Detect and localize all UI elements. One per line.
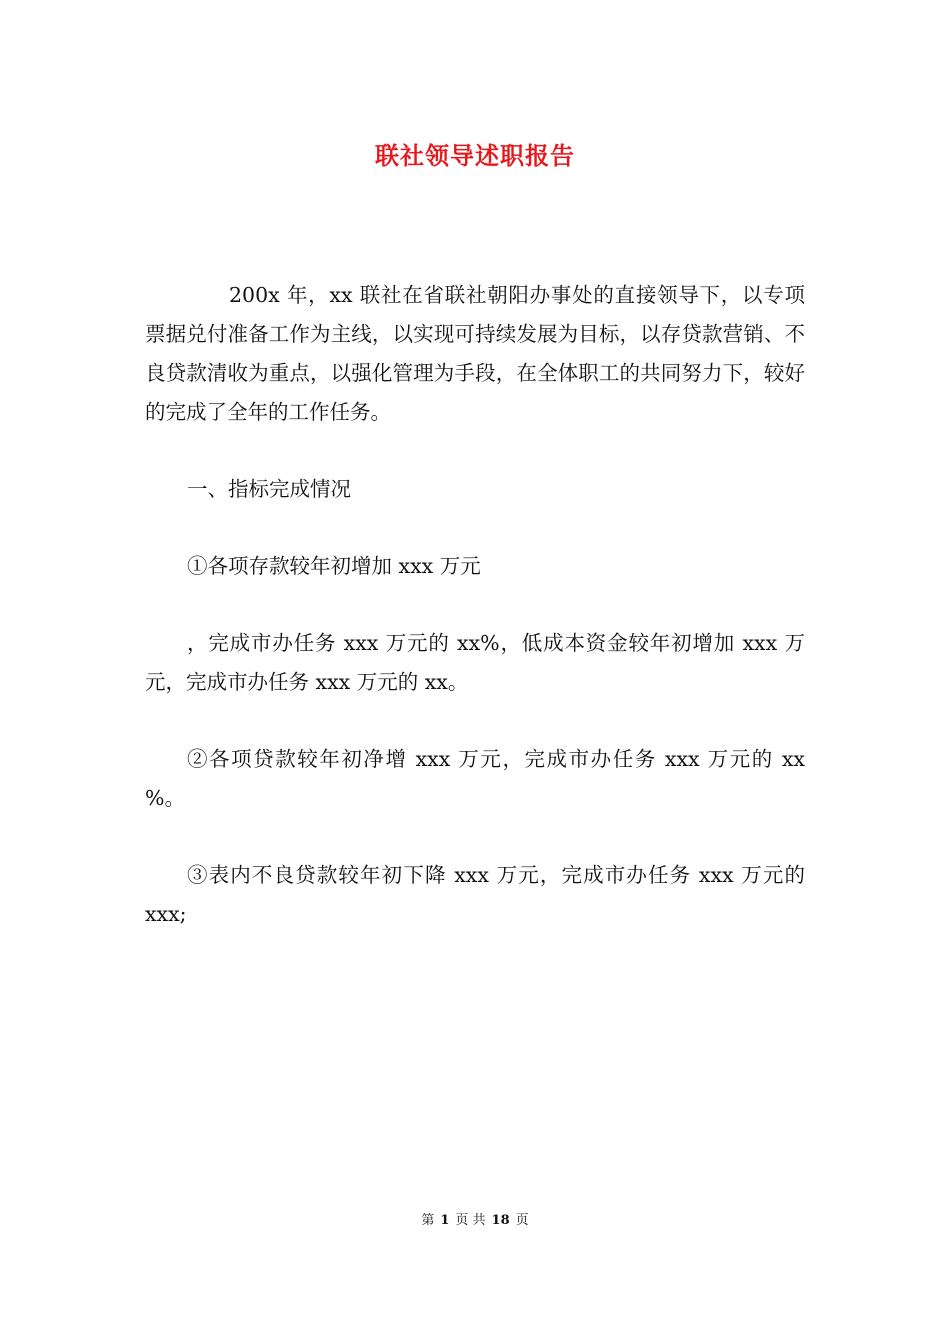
- section-heading: 一、指标完成情况: [187, 477, 351, 501]
- page-footer: [0, 1209, 950, 1228]
- indicator-item-3: ③表内不良贷款较年初下降 xxx 万元，完成市办任务 xxx 万元的 xxx;: [145, 863, 805, 926]
- page-current: 1: [440, 1213, 450, 1228]
- page-suffix: 页: [515, 1213, 529, 1228]
- indicator-item-1-detail: ，完成市办任务 xxx 万元的 xx%，低成本资金较年初增加 xxx 万元，完成市办任务 xxx 万元的 xx。: [145, 631, 805, 694]
- document-title: 联社领导述职报告: [375, 141, 575, 170]
- indicator-item-2: ②各项贷款较年初净增 xxx 万元，完成市办任务 xxx 万元的 xx %。: [145, 747, 805, 810]
- page-total: 18: [491, 1213, 510, 1228]
- page-prefix: 第: [421, 1213, 435, 1228]
- document-body: [145, 276, 805, 972]
- intro-paragraph: 200x 年，xx 联社在省联社朝阳办事处的直接领导下，以专项票据兑付准备工作为主线，以实现可持续发展为目标，以存贷款营销、不良贷款清收为重点，以强化管理为手段，在全体职工的共同努力下，较好的完成了全年的工作任务。: [145, 283, 805, 424]
- indicator-item-1: ①各项存款较年初增加 xxx 万元: [187, 554, 481, 578]
- page-mid: 页 共: [455, 1213, 486, 1228]
